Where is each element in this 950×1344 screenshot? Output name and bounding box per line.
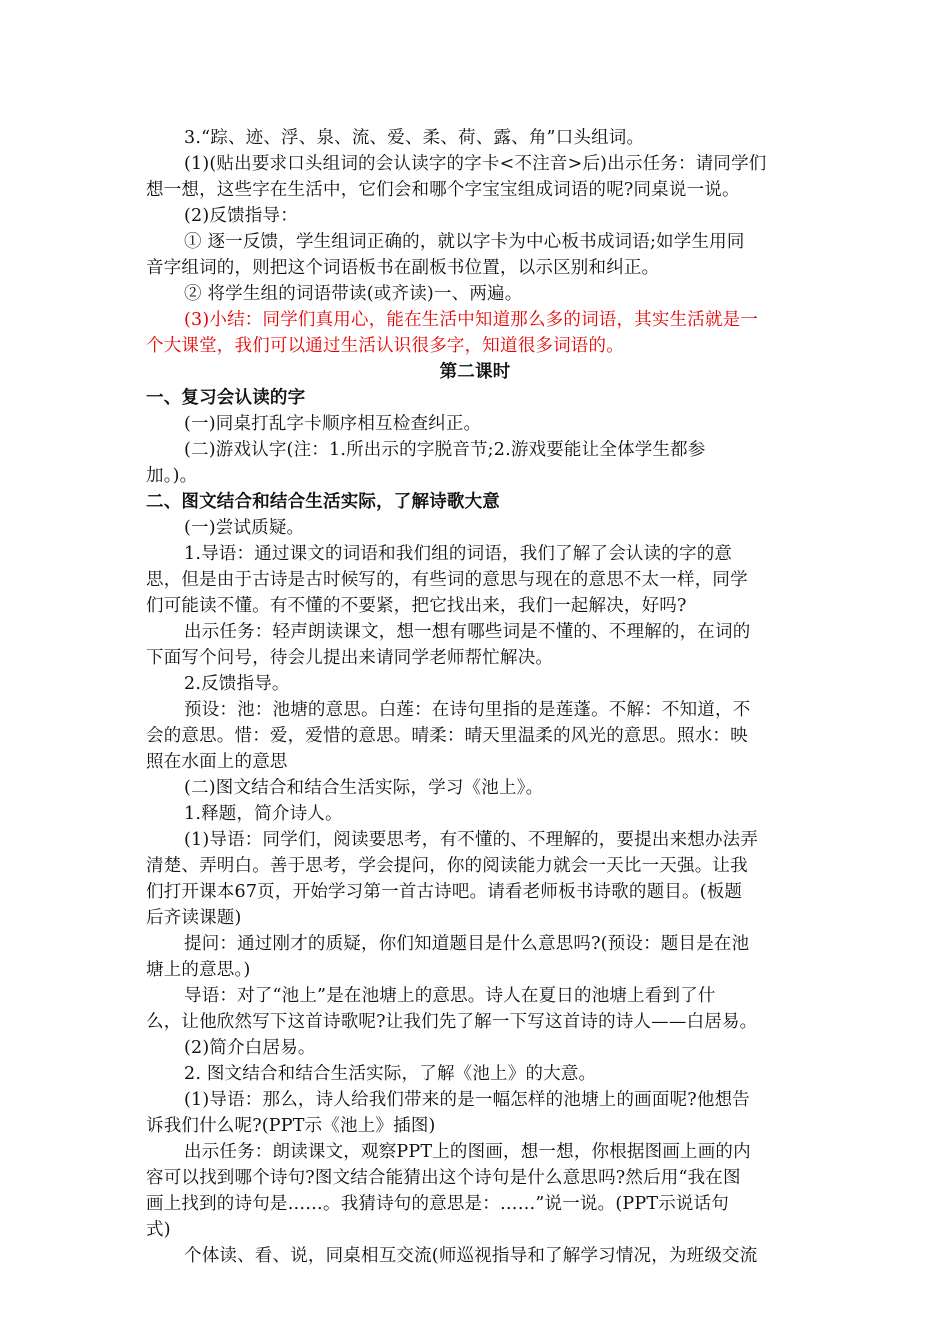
paragraph-line: ② 将学生组的词语带读(或齐读)一、两遍。	[184, 284, 523, 304]
paragraph-line: (2)简介白居易。	[184, 1038, 316, 1058]
paragraph-line: (1)导语：那么，诗人给我们带来的是一幅怎样的池塘上的画面呢?他想告	[184, 1090, 750, 1110]
summary-line: 个大课堂，我们可以通过生活认识很多字，知道很多词语的。	[146, 336, 624, 356]
paragraph-line: 会的意思。惜：爱，爱惜的意思。晴柔：晴天里温柔的风光的意思。照水：映	[146, 726, 748, 746]
paragraph-line: 们可能读不懂。有不懂的不要紧，把它找出来，我们一起解决，好吗?	[146, 596, 687, 616]
paragraph-line: (一)同桌打乱字卡顺序相互检查纠正。	[184, 414, 482, 434]
paragraph-line: 加。)。	[146, 466, 198, 486]
paragraph-line: 照在水面上的意思	[146, 752, 288, 772]
section-title: 第二课时	[439, 362, 511, 382]
paragraph-line: 提问：通过刚才的质疑，你们知道题目是什么意思吗?(预设：题目是在池	[184, 934, 750, 954]
paragraph-line: 思，但是由于古诗是古时候写的，有些词的意思与现在的意思不太一样，同学	[146, 570, 748, 590]
paragraph-line: 想一想，这些字在生活中，它们会和哪个字宝宝组成词语的呢?同桌说一说。	[146, 180, 740, 200]
paragraph-line: (1)导语：同学们，阅读要思考，有不懂的、不理解的，要提出来想办法弄	[184, 830, 759, 850]
section-heading: 一、复习会认读的字	[146, 388, 306, 408]
paragraph-line: 出示任务：朗读课文，观察PPT上的图画，想一想，你根据图画上画的内	[184, 1142, 751, 1162]
paragraph-line: 下面写个问号，待会儿提出来请同学老师帮忙解决。	[146, 648, 554, 668]
paragraph-line: 2. 图文结合和结合生活实际，了解《池上》的大意。	[184, 1064, 597, 1084]
paragraph-line: 出示任务：轻声朗读课文，想一想有哪些词是不懂的、不理解的，在词的	[184, 622, 751, 642]
paragraph-line: (二)游戏认字(注：1.所出示的字脱音节;2.游戏要能让全体学生都参	[184, 440, 706, 460]
paragraph-line: (2)反馈指导：	[184, 206, 298, 226]
section-heading: 二、图文结合和结合生活实际，了解诗歌大意	[146, 492, 500, 512]
paragraph-line: 1.导语：通过课文的词语和我们组的词语，我们了解了会认读的字的意	[184, 544, 733, 564]
paragraph-line: 么，让他欣然写下这首诗歌呢?让我们先了解一下写这首诗的诗人——白居易。	[146, 1012, 758, 1032]
paragraph-line: 塘上的意思。)	[146, 960, 251, 980]
paragraph-line: 音字组词的，则把这个词语板书在副板书位置，以示区别和纠正。	[146, 258, 660, 278]
paragraph-line: 们打开课本67页，开始学习第一首古诗吧。请看老师板书诗歌的题目。(板题	[146, 882, 743, 902]
paragraph-line: 清楚、弄明白。善于思考，学会提问，你的阅读能力就会一天比一天强。让我	[146, 856, 748, 876]
paragraph-line: 式)	[146, 1220, 171, 1240]
paragraph-line: 诉我们什么呢?(PPT示《池上》插图)	[146, 1116, 436, 1136]
paragraph-line: 导语：对了“池上”是在池塘上的意思。诗人在夏日的池塘上看到了什	[184, 986, 716, 1006]
paragraph-line: 个体读、看、说，同桌相互交流(师巡视指导和了解学习情况，为班级交流	[184, 1246, 758, 1266]
paragraph-line: 2.反馈指导。	[184, 674, 290, 694]
paragraph-line: 预设：池：池塘的意思。白莲：在诗句里指的是莲蓬。不解：不知道，不	[184, 700, 751, 720]
paragraph-line: (1)(贴出要求口头组词的会认读字的字卡<不注音>后)出示任务：请同学们	[184, 154, 767, 174]
paragraph-line: 容可以找到哪个诗句?图文结合能猜出这个诗句是什么意思吗?然后用“我在图	[146, 1168, 741, 1188]
summary-line: (3)小结：同学们真用心，能在生活中知道那么多的词语，其实生活就是一	[184, 310, 759, 330]
paragraph-line: 3.“踪、迹、浮、泉、流、爱、柔、荷、露、角”口头组词。	[184, 128, 645, 148]
paragraph-line: 画上找到的诗句是……。我猜诗句的意思是：……”说一说。(PPT示说话句	[146, 1194, 729, 1214]
paragraph-line: 1.释题，简介诗人。	[184, 804, 343, 824]
paragraph-line: ① 逐一反馈，学生组词正确的，就以字卡为中心板书成词语;如学生用同	[184, 232, 745, 252]
paragraph-line: (二)图文结合和结合生活实际，学习《池上》。	[184, 778, 544, 798]
paragraph-line: 后齐读课题)	[146, 908, 242, 928]
paragraph-line: (一)尝试质疑。	[184, 518, 305, 538]
